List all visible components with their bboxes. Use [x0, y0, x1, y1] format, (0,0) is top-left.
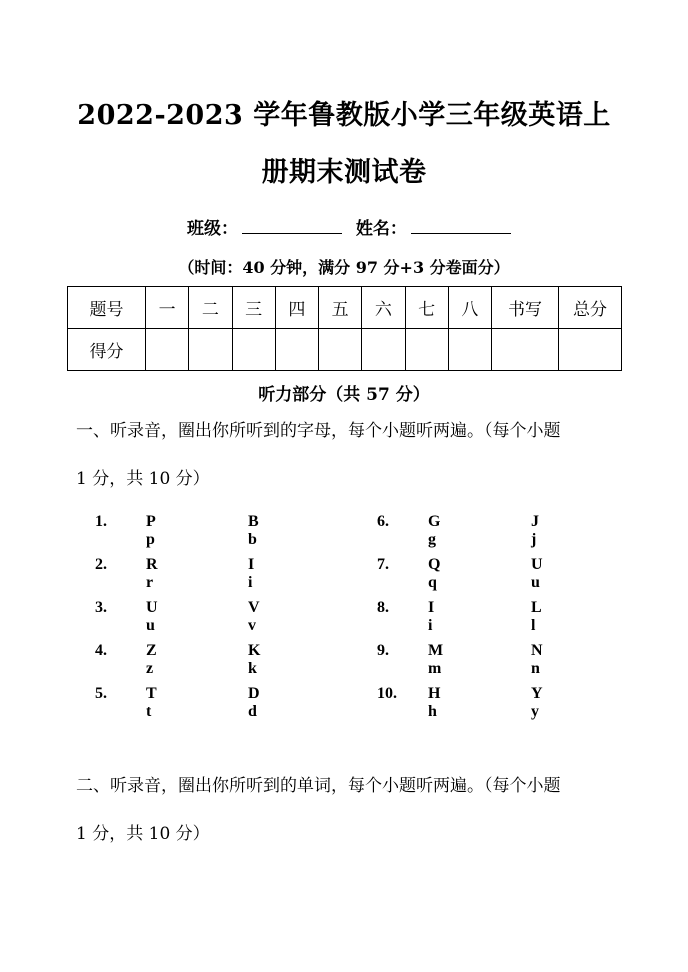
- name-blank[interactable]: [411, 215, 511, 234]
- name-label: 姓名：: [355, 219, 407, 239]
- item-number: 6.: [377, 513, 389, 530]
- option-b[interactable]: D d: [248, 685, 260, 720]
- time-note: （时间：40 分钟，满分 97 分+3 分卷面分）: [178, 258, 510, 277]
- student-info: [187, 214, 511, 239]
- score-cell[interactable]: [232, 329, 275, 371]
- option-b[interactable]: V v: [248, 599, 260, 634]
- option-a[interactable]: Q q: [428, 556, 441, 591]
- score-table-header-row: [68, 287, 622, 329]
- q2-instruction-line-2: 1 分，共 10 分）: [76, 824, 210, 844]
- score-table-score-row: [68, 329, 622, 371]
- score-cell[interactable]: [362, 329, 405, 371]
- item-number: 5.: [95, 685, 107, 702]
- item-number: 9.: [377, 642, 389, 659]
- option-b[interactable]: U u: [531, 556, 543, 591]
- option-b[interactable]: B b: [248, 513, 259, 548]
- option-b[interactable]: L l: [531, 599, 541, 634]
- option-b[interactable]: Y y: [531, 685, 542, 720]
- header-cell: 四: [275, 287, 318, 329]
- option-a[interactable]: I i: [428, 599, 435, 634]
- option-a[interactable]: Z z: [146, 642, 157, 677]
- item-number: 4.: [95, 642, 107, 659]
- option-a[interactable]: R r: [146, 556, 158, 591]
- header-cell: 题号: [68, 287, 146, 329]
- listening-header: 听力部分（共 57 分）: [258, 385, 430, 405]
- option-a[interactable]: P p: [146, 513, 155, 548]
- item-number: 2.: [95, 556, 107, 573]
- header-cell: 总分: [559, 287, 622, 329]
- title-line-1: 2022-2023 学年鲁教版小学三年级英语上: [77, 100, 611, 131]
- score-cell[interactable]: [319, 329, 362, 371]
- item-number: 8.: [377, 599, 389, 616]
- score-cell[interactable]: [146, 329, 189, 371]
- item-number: 7.: [377, 556, 389, 573]
- item-number: 10.: [377, 685, 397, 702]
- option-b[interactable]: I i: [248, 556, 255, 591]
- option-b[interactable]: N n: [531, 642, 543, 677]
- option-a[interactable]: H h: [428, 685, 441, 720]
- score-cell[interactable]: [275, 329, 318, 371]
- row-label-cell: 得分: [68, 329, 146, 371]
- option-b[interactable]: J j: [531, 513, 539, 548]
- header-cell: 七: [405, 287, 448, 329]
- option-a[interactable]: T t: [146, 685, 157, 720]
- item-number: 1.: [95, 513, 107, 530]
- item-number: 3.: [95, 599, 107, 616]
- title-line-2: 册期末测试卷: [261, 157, 427, 188]
- header-cell: 书写: [492, 287, 559, 329]
- option-b[interactable]: K k: [248, 642, 261, 677]
- score-cell[interactable]: [189, 329, 232, 371]
- score-cell[interactable]: [448, 329, 491, 371]
- header-cell: 六: [362, 287, 405, 329]
- header-cell: 三: [232, 287, 275, 329]
- q1-instruction-line-2: 1 分，共 10 分）: [76, 469, 210, 489]
- q2-instruction-line-1: 二、听录音，圈出你所听到的单词，每个小题听两遍。（每个小题: [76, 776, 561, 796]
- score-cell[interactable]: [405, 329, 448, 371]
- class-label: 班级：: [187, 219, 238, 239]
- option-a[interactable]: M m: [428, 642, 444, 677]
- header-cell: 八: [448, 287, 491, 329]
- header-cell: 一: [146, 287, 189, 329]
- option-a[interactable]: G g: [428, 513, 441, 548]
- header-cell: 五: [319, 287, 362, 329]
- score-cell[interactable]: [559, 329, 622, 371]
- score-table: [67, 286, 622, 371]
- class-blank[interactable]: [242, 215, 342, 234]
- score-cell[interactable]: [492, 329, 559, 371]
- header-cell: 二: [189, 287, 232, 329]
- q1-instruction-line-1: 一、听录音，圈出你所听到的字母，每个小题听两遍。（每个小题: [76, 421, 561, 441]
- option-a[interactable]: U u: [146, 599, 158, 634]
